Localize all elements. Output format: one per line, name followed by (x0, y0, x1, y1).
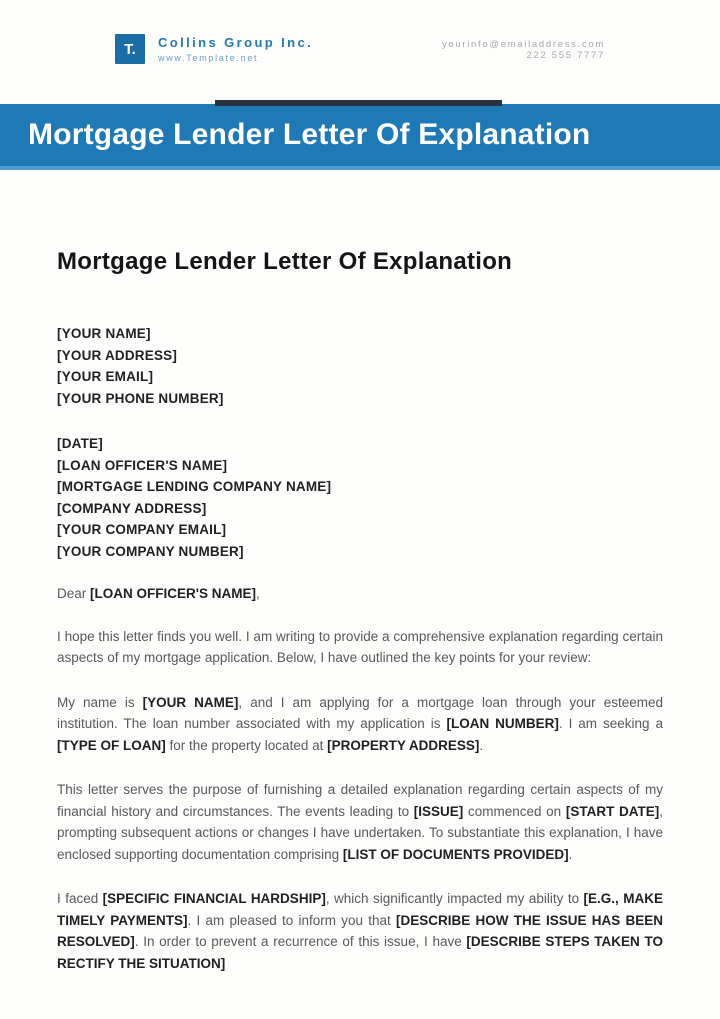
placeholder-field: [START DATE] (565, 803, 660, 819)
paragraph-text: . I am seeking a (558, 716, 663, 731)
sender-block (57, 323, 663, 409)
paragraph-text: I hope this letter finds you well. I am writing to provide a comprehensive explanation regarding certain aspects of my mortgage application. Below, I have outlined the key points for your review: (57, 628, 663, 665)
company-name: Collins Group Inc. (158, 35, 314, 50)
salutation-prefix: Dear (57, 586, 91, 601)
paragraph-text: , prompting subsequent actions or changes I have undertaken. To substantiate this explanation, I have enclosed supporting documentation comprising (57, 803, 663, 862)
salutation-suffix: , (255, 586, 260, 601)
paragraph-text: . (568, 846, 573, 862)
paragraph-text: , and I am applying for a mortgage loan through your esteemed institution. The loan number associated with my application is (57, 694, 663, 731)
placeholder-field: [LIST OF DOCUMENTS PROVIDED] (342, 846, 569, 862)
letterhead (115, 34, 605, 64)
company-logo-icon (115, 34, 145, 64)
letter-paragraphs (57, 626, 663, 975)
placeholder-field: [DESCRIBE HOW THE ISSUE HAS BEEN RESOLVED] (57, 912, 663, 949)
contact-email: yourinfo@emailaddress.com (441, 38, 605, 50)
placeholder-field: [E.G., MAKE TIMELY PAYMENTS] (57, 891, 663, 928)
logo-letter: T. (124, 40, 136, 58)
paragraph-text: . In order to prevent a recurrence of this issue, I have (134, 934, 467, 949)
placeholder-field: [DESCRIBE STEPS TAKEN TO RECTIFY THE SITUATION] (57, 934, 663, 971)
accent-bar (215, 100, 502, 106)
paragraph-text: . (479, 737, 484, 753)
placeholder-field: [YOUR NAME] (142, 694, 239, 710)
company-website: www.Template.net (158, 53, 259, 63)
salutation-name: [LOAN OFFICER'S NAME] (90, 586, 256, 601)
contact-phone: 222 555 7777 (526, 49, 605, 61)
address-line: [YOUR ADDRESS] (57, 347, 178, 363)
paragraph-text: for the property located at (165, 737, 328, 753)
brand-text (158, 35, 313, 63)
placeholder-field: [LOAN NUMBER] (446, 716, 559, 731)
letter-paragraph (57, 626, 663, 669)
address-line: [MORTGAGE LENDING COMPANY NAME] (57, 479, 332, 494)
banner-title: Mortgage Lender Letter Of Explanation (28, 118, 591, 151)
title-banner (0, 104, 720, 170)
address-line: [COMPANY ADDRESS] (57, 500, 207, 516)
paragraph-text: commenced on (463, 803, 566, 819)
address-line: [YOUR NAME] (57, 326, 151, 341)
placeholder-field: [ISSUE] (413, 803, 464, 819)
address-line: [DATE] (57, 436, 103, 451)
paragraph-text: My name is (57, 694, 143, 710)
paragraph-text: I faced (57, 891, 103, 906)
placeholder-field: [TYPE OF LOAN] (57, 737, 166, 753)
paragraph-text: , which significantly impacted my ability to (325, 891, 584, 906)
brand-block (115, 34, 313, 64)
letter-title: Mortgage Lender Letter Of Explanation (57, 248, 513, 275)
letter-paragraph (57, 779, 663, 865)
recipient-block (57, 433, 663, 562)
letter-body (57, 246, 663, 974)
address-line: [LOAN OFFICER'S NAME] (57, 457, 228, 473)
address-line: [YOUR EMAIL] (57, 369, 154, 384)
salutation (57, 583, 663, 605)
paragraph-text: This letter serves the purpose of furnishing a detailed explanation regarding certain aspects of my financial history and circumstances. The events leading to (57, 782, 663, 819)
contact-block (442, 40, 605, 61)
placeholder-field: [SPECIFIC FINANCIAL HARDSHIP] (102, 891, 326, 906)
placeholder-field: [PROPERTY ADDRESS] (327, 737, 480, 753)
letter-paragraph (57, 888, 663, 974)
letter-paragraph (57, 692, 663, 757)
paragraph-text: . I am pleased to inform you that (187, 912, 397, 928)
address-line: [YOUR COMPANY EMAIL] (57, 522, 227, 537)
address-line: [YOUR COMPANY NUMBER] (57, 543, 244, 559)
address-line: [YOUR PHONE NUMBER] (57, 390, 224, 406)
